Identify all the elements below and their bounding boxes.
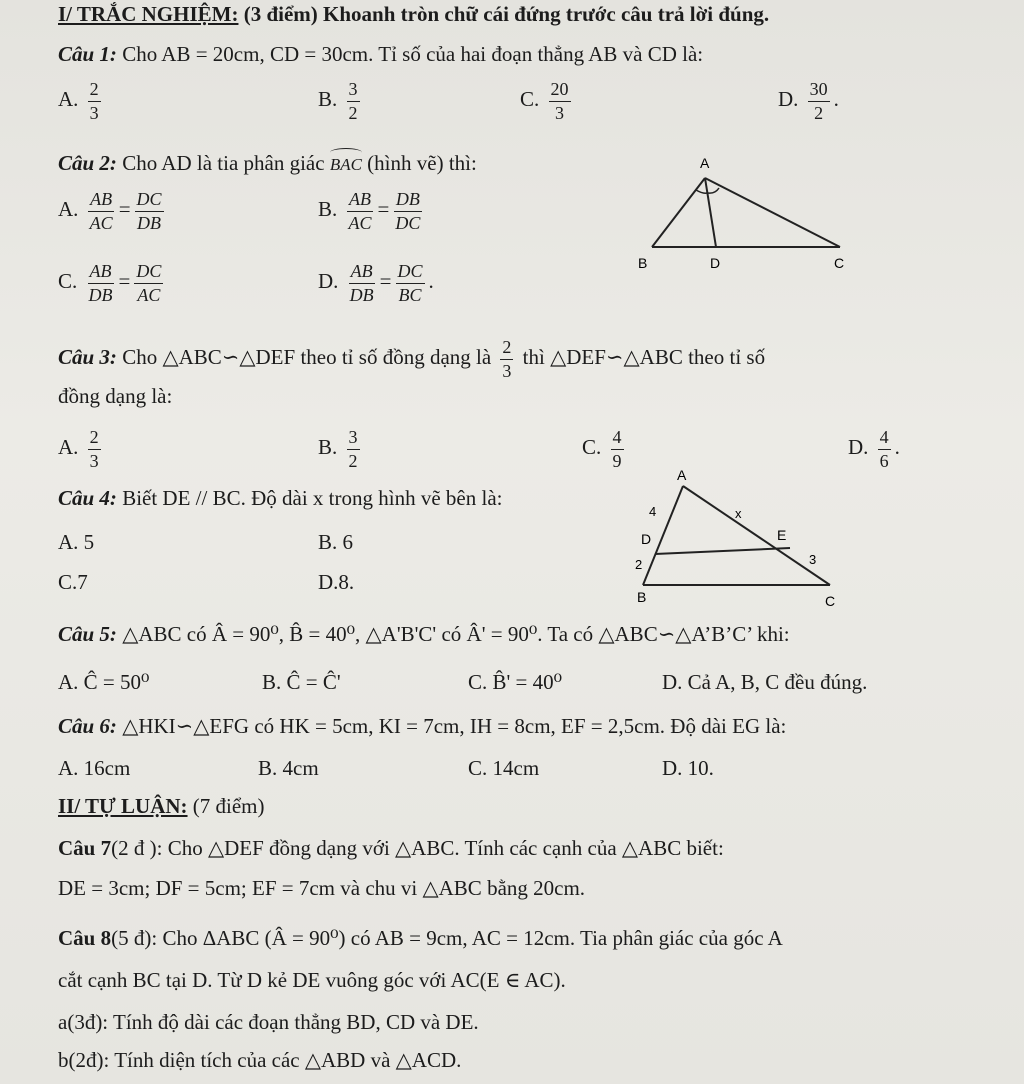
q1-option-c-letter: C. [520,87,540,112]
q4-label-b: B [637,589,647,605]
question-8-points: (5 đ): [111,926,158,950]
q3-option-b-num: 3 [347,428,360,450]
section-2-heading: II/ TỰ LUẬN: [58,794,188,818]
q2-option-d-lnum: AB [349,262,375,284]
q2-option-a-lden: AC [89,212,113,233]
q1-option-c-den: 3 [555,102,565,123]
q3-option-c-den: 9 [612,450,622,471]
q2-option-a[interactable]: A. $\frac{AB}{AC}$ = $\frac{DC}{DB}$ [58,189,162,233]
q4-label-e: E [777,527,787,543]
question-5 [58,624,790,645]
section-1-instructions: (3 điểm) Khoanh tròn chữ cái đứng trước câu trả lời đúng. [243,2,770,26]
q3-ratio-den: 3 [502,360,512,381]
q3-option-b-letter: B. [318,435,338,460]
q2-option-a-lnum: AB [88,190,114,212]
q2-label-b: B [638,255,648,271]
question-8 [58,928,783,949]
q6-option-d[interactable]: D. 10. [662,756,714,780]
q3-option-a-letter: A. [58,435,79,460]
q6-option-a[interactable]: A. 16cm [58,756,131,780]
question-7-line-1: Cho △DEF đồng dạng với △ABC. Tính các cạnh của △ABC biết: [167,836,724,860]
q2-option-a-rnum: DC [135,190,164,212]
q2-option-d-lden: DB [349,284,374,305]
q1-option-c[interactable] [520,80,575,123]
q5-option-a[interactable]: A. Ĉ = 50⁰ [58,670,150,694]
question-4-label: Câu 4: [58,486,117,510]
q5-option-d[interactable]: D. Cả A, B, C đều đúng. [662,670,868,694]
q1-option-d-den: 2 [814,102,824,123]
question-4-text: Biết DE // BC. Độ dài x trong hình vẽ bên là: [122,486,503,510]
q3-option-b[interactable] [318,428,364,471]
q4-option-b[interactable]: B. 6 [318,530,354,554]
question-2-text-before: Cho AD là tia phân giác [122,151,325,175]
q3-option-c[interactable] [582,428,628,471]
question-3-text-after: thì △DEF∽△ABC theo tỉ số [522,345,766,370]
q2-option-c-letter: C. [58,269,78,294]
q5-option-c[interactable]: C. B̂' = 40⁰ [468,670,563,694]
question-1-label: Câu 1: [58,42,117,66]
question-2-text-after: (hình vẽ) thì: [367,151,477,175]
question-8-part-b: b(2đ): Tính diện tích của các △ABD và △ACD. [58,1048,462,1072]
q3-option-a-den: 3 [89,450,99,471]
q1-option-d[interactable] [778,80,839,123]
question-8-part-a: a(3đ): Tính độ dài các đoạn thẳng BD, CD và DE. [58,1010,479,1034]
q1-option-a-num: 2 [88,80,101,102]
q6-option-c[interactable]: C. 14cm [468,756,540,780]
q2-option-d-letter: D. [318,269,339,294]
question-4 [58,488,502,509]
q1-option-b-den: 2 [348,102,358,123]
section-2-points: (7 điểm) [192,794,265,818]
q3-option-d-num: 4 [878,428,891,450]
q3-option-b-den: 2 [348,450,358,471]
q1-option-d-tail: . [833,87,839,112]
q3-option-d-den: 6 [879,450,889,471]
q4-label-d: D [641,531,652,547]
q1-option-a[interactable] [58,80,105,123]
q2-option-d-tail: . [428,269,434,294]
q3-option-d[interactable] [848,428,900,471]
question-7-points: (2 đ ): [111,836,163,860]
q3-option-a-num: 2 [88,428,101,450]
question-8-line-2: cắt cạnh BC tại D. Từ D kẻ DE vuông góc với AC(E ∈ AC). [58,968,566,992]
question-7 [58,838,724,859]
q1-option-d-letter: D. [778,87,799,112]
question-2-angle-text: BAC [329,155,362,174]
question-7-label: Câu 7 [58,836,112,860]
q2-option-b-rden: DC [395,212,421,233]
q1-option-a-letter: A. [58,87,79,112]
q2-option-c-lden: DB [88,284,113,305]
question-3-line-2: đồng dạng là: [58,384,173,408]
q3-option-d-tail: . [894,435,900,460]
q2-option-c-rnum: DC [134,262,163,284]
q4-option-c[interactable]: C.7 [58,570,88,594]
q2-label-c: C [834,255,845,271]
q2-triangle-figure [620,150,860,280]
q2-option-d[interactable]: D. $\frac{AB}{DB}$ = $\frac{DC}{BC}$ . [318,261,434,305]
q2-option-b-lnum: AB [347,190,373,212]
q2-option-b-letter: B. [318,197,338,222]
question-5-text: △ABC có Â = 90⁰, B̂ = 40⁰, △A'B'C' có Â' = 90⁰. Ta có △ABC∽△A’B’C’ khi: [122,622,790,646]
q4-label-ae: x [735,506,742,521]
q4-side-ac [683,486,830,585]
question-2-angle [330,152,362,173]
q2-option-c-rden: AC [137,284,161,305]
section-2-title [58,796,265,817]
q2-side-ac [705,178,840,247]
q6-option-b[interactable]: B. 4cm [258,756,319,780]
q4-label-c: C [825,593,836,609]
question-8-label: Câu 8 [58,926,112,950]
q4-label-a: A [677,468,687,483]
question-6 [58,716,786,737]
q2-option-d-rden: BC [398,284,422,305]
section-1-title [58,4,769,25]
question-8-line-1: Cho ΔABC (Â = 90⁰) có AB = 9cm, AC = 12cm. Tia phân giác của góc A [162,926,783,950]
question-5-label: Câu 5: [58,622,117,646]
section-1-heading: I/ TRẮC NGHIỆM: [58,2,239,26]
q2-option-c-lnum: AB [88,262,114,284]
q1-option-b-letter: B. [318,87,338,112]
q2-option-d-rnum: DC [396,262,425,284]
q2-bisector-ad [705,178,716,247]
q3-option-a[interactable] [58,428,105,471]
question-1-text: Cho AB = 20cm, CD = 30cm. Tỉ số của hai đoạn thẳng AB và CD là: [122,42,704,66]
q2-option-a-letter: A. [58,197,79,222]
q2-side-ab [652,178,705,247]
q1-option-b[interactable] [318,80,364,123]
q1-option-d-num: 30 [808,80,830,102]
q4-label-db: 2 [635,557,643,572]
q3-option-d-letter: D. [848,435,869,460]
q3-option-c-letter: C. [582,435,602,460]
q2-option-b-lden: AC [348,212,372,233]
q4-option-a[interactable]: A. 5 [58,530,95,554]
q2-option-c[interactable]: C. $\frac{AB}{DB}$ = $\frac{DC}{AC}$ [58,261,162,305]
angle-hat-icon [330,148,362,157]
q1-option-c-num: 20 [549,80,571,102]
q2-angle-mark-2 [708,188,719,193]
q2-angle-mark-1 [696,190,707,193]
q1-option-a-den: 3 [89,102,99,123]
q4-segment-de [655,548,790,554]
q2-option-a-rden: DB [137,212,162,233]
q5-option-b[interactable]: B. Ĉ = Ĉ' [262,670,341,694]
q1-option-b-num: 3 [347,80,360,102]
question-6-text: △HKI∽△EFG có HK = 5cm, KI = 7cm, IH = 8cm, EF = 2,5cm. Độ dài EG là: [122,714,787,738]
question-7-line-2: DE = 3cm; DF = 5cm; EF = 7cm và chu vi △ABC bằng 20cm. [58,876,586,900]
q2-label-a: A [700,155,710,171]
question-3-label: Câu 3: [58,345,117,370]
q3-ratio-num: 2 [500,338,513,360]
question-6-label: Câu 6: [58,714,117,738]
question-3 [58,338,765,381]
q2-option-b-rnum: DB [394,190,422,212]
question-3-text-before: Cho △ABC∽△DEF theo tỉ số đồng dạng là [122,345,492,370]
question-2-label: Câu 2: [58,151,117,175]
question-1 [58,44,703,65]
q4-label-ec: 3 [809,552,817,567]
q2-option-b[interactable]: B. $\frac{AB}{AC}$ = $\frac{DB}{DC}$ [318,189,421,233]
q4-option-d[interactable]: D.8. [318,570,355,594]
question-2 [58,152,477,174]
q2-label-d: D [710,255,721,271]
q3-option-c-num: 4 [611,428,624,450]
q4-triangle-figure [625,468,845,613]
q4-label-ad: 4 [649,504,657,519]
